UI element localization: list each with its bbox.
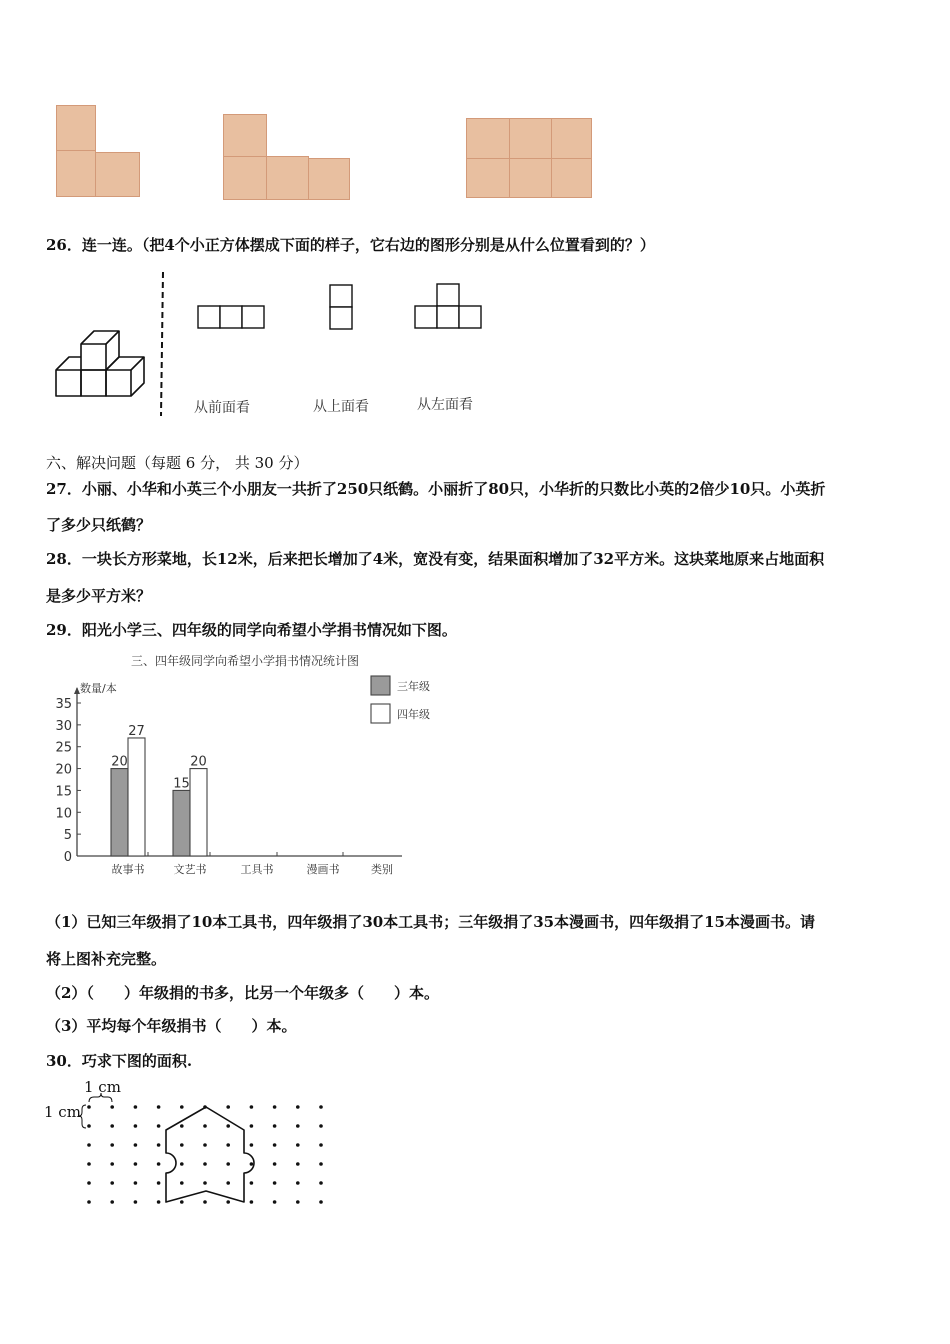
bar-四年级-文艺书 xyxy=(190,769,207,856)
grid-dot xyxy=(296,1200,300,1204)
y-tick-label: 10 xyxy=(55,806,72,822)
legend-label: 三年级 xyxy=(397,680,430,693)
grid-dot xyxy=(296,1181,300,1185)
top-view-figure xyxy=(328,282,356,332)
grid-dot xyxy=(134,1143,138,1147)
grid-dot xyxy=(226,1105,230,1109)
grid-dot xyxy=(273,1143,277,1147)
donation-bar-chart xyxy=(40,648,430,880)
grid-dot xyxy=(180,1200,184,1204)
legend-swatch-四年级 xyxy=(371,704,390,723)
grid-dot xyxy=(180,1181,184,1185)
q27-line2: 了多少只纸鹤？ xyxy=(46,516,152,534)
grid-dot xyxy=(203,1143,207,1147)
grid-dot xyxy=(250,1200,254,1204)
q29-text: 29．阳光小学三、四年级的同学向希望小学捐书情况如下图。 xyxy=(46,621,457,639)
view-label-left: 从左面看 xyxy=(417,397,473,413)
grid-dot xyxy=(250,1181,254,1185)
grid-dot xyxy=(250,1105,254,1109)
grid-dot xyxy=(134,1105,138,1109)
grid-dot xyxy=(157,1105,161,1109)
y-tick-label: 0 xyxy=(63,850,72,865)
grid-dot xyxy=(319,1124,323,1128)
grid-dot xyxy=(319,1200,323,1204)
grid-dot xyxy=(273,1105,277,1109)
grid-dot xyxy=(226,1124,230,1128)
grid-dot xyxy=(273,1200,277,1204)
grid-dot xyxy=(180,1105,184,1109)
dashed-divider xyxy=(158,270,168,418)
grid-dot xyxy=(203,1124,207,1128)
grid-dot xyxy=(157,1124,161,1128)
grid-dot xyxy=(87,1105,91,1109)
grid-dot xyxy=(319,1181,323,1185)
view-label-top: 从上面看 xyxy=(313,399,369,415)
x-tick-label: 故事书 xyxy=(111,863,145,876)
grid-dot xyxy=(296,1105,300,1109)
grid-dot xyxy=(203,1162,207,1166)
grid-dot xyxy=(110,1105,114,1109)
section-6-title: 六、解决问题（每题 6 分， 共 30 分） xyxy=(46,454,309,472)
grid-dot xyxy=(226,1143,230,1147)
grid-dot xyxy=(273,1181,277,1185)
front-view-figure xyxy=(196,303,268,331)
grid-dot xyxy=(180,1162,184,1166)
q26-text: 26．连一连。（把4个小正方体摆成下面的样子，它右边的图形分别是从什么位置看到的？） xyxy=(46,236,655,254)
bar-四年级-故事书 xyxy=(128,738,145,856)
grid-dot xyxy=(87,1162,91,1166)
q29-sub3: （3）平均每个年级捐书（ ）本。 xyxy=(46,1017,297,1035)
dot-grid-figure xyxy=(80,1090,330,1220)
grid-dot xyxy=(296,1162,300,1166)
bar-三年级-故事书 xyxy=(111,769,128,856)
grid-dot xyxy=(273,1124,277,1128)
y-tick-label: 35 xyxy=(55,697,72,712)
grid-dot xyxy=(226,1162,230,1166)
unit-label-vertical: 1 cm xyxy=(44,1103,81,1121)
q29-sub1-line1: （1）已知三年级捐了10本工具书，四年级捐了30本工具书；三年级捐了35本漫画书，四年级捐了15本漫画书。请 xyxy=(46,913,815,931)
grid-dot xyxy=(319,1105,323,1109)
x-axis-label: 类别 xyxy=(371,863,393,876)
grid-dot xyxy=(110,1200,114,1204)
grid-dot xyxy=(319,1162,323,1166)
chart-title: 三、四年级同学向希望小学捐书情况统计图 xyxy=(130,654,360,668)
grid-dot xyxy=(87,1200,91,1204)
bar-value-label: 27 xyxy=(128,723,145,739)
grid-dot xyxy=(110,1143,114,1147)
grid-dot xyxy=(87,1181,91,1185)
y-tick-label: 5 xyxy=(63,828,72,844)
q27-line1: 27．小丽、小华和小英三个小朋友一共折了250只纸鹤。小丽折了80只，小华折的只数比小英的2倍少10只。小英折 xyxy=(46,480,826,498)
chart-ylabel: 数量/本 xyxy=(80,682,117,695)
left-view-figure xyxy=(413,281,485,331)
q29-sub2: （2）（ ）年级捐的书多，比另一个年级多（ ）本。 xyxy=(46,984,439,1002)
y-tick-label: 30 xyxy=(55,718,72,734)
bar-value-label: 15 xyxy=(173,776,190,792)
unit-label-horizontal: 1 cm xyxy=(84,1078,121,1096)
grid-dot xyxy=(157,1200,161,1204)
grid-dot xyxy=(110,1181,114,1185)
grid-dot xyxy=(203,1181,207,1185)
q28-line2: 是多少平方米？ xyxy=(46,587,152,605)
grid-dot xyxy=(157,1143,161,1147)
grid-dot xyxy=(180,1143,184,1147)
grid-dot xyxy=(250,1124,254,1128)
grid-dot xyxy=(87,1143,91,1147)
grid-dot xyxy=(134,1124,138,1128)
bar-三年级-文艺书 xyxy=(173,790,190,856)
grid-dot xyxy=(87,1124,91,1128)
grid-dot xyxy=(319,1143,323,1147)
grid-dot xyxy=(203,1200,207,1204)
grid-dot xyxy=(110,1162,114,1166)
legend-label: 四年级 xyxy=(397,708,430,721)
grid-dot xyxy=(134,1162,138,1166)
view-label-front: 从前面看 xyxy=(194,400,250,416)
grid-dot xyxy=(250,1143,254,1147)
grid-dot xyxy=(110,1124,114,1128)
y-tick-label: 25 xyxy=(55,740,72,756)
q26-cube-figure xyxy=(50,270,170,420)
irregular-shape xyxy=(166,1107,254,1202)
grid-dot xyxy=(134,1200,138,1204)
y-tick-label: 20 xyxy=(55,762,72,778)
grid-dot xyxy=(226,1200,230,1204)
x-tick-label: 工具书 xyxy=(240,863,274,876)
legend-swatch-三年级 xyxy=(371,676,390,695)
grid-dot xyxy=(296,1124,300,1128)
q29-sub1-line2: 将上图补充完整。 xyxy=(46,950,167,968)
x-tick-label: 漫画书 xyxy=(306,863,340,876)
q30-text: 30．巧求下图的面积. xyxy=(46,1052,193,1070)
q28-line1: 28．一块长方形菜地，长12米，后来把长增加了4米，宽没有变，结果面积增加了32平方米。这块菜地原来占地面积 xyxy=(46,550,825,568)
grid-dot xyxy=(180,1124,184,1128)
grid-dot xyxy=(157,1181,161,1185)
grid-dot xyxy=(250,1162,254,1166)
grid-dot xyxy=(226,1181,230,1185)
bar-value-label: 20 xyxy=(111,754,128,770)
grid-dot xyxy=(134,1181,138,1185)
bar-value-label: 20 xyxy=(190,754,207,770)
y-tick-label: 15 xyxy=(55,784,72,800)
grid-dot xyxy=(157,1162,161,1166)
grid-dot xyxy=(296,1143,300,1147)
x-tick-label: 文艺书 xyxy=(173,863,207,876)
grid-dot xyxy=(273,1162,277,1166)
